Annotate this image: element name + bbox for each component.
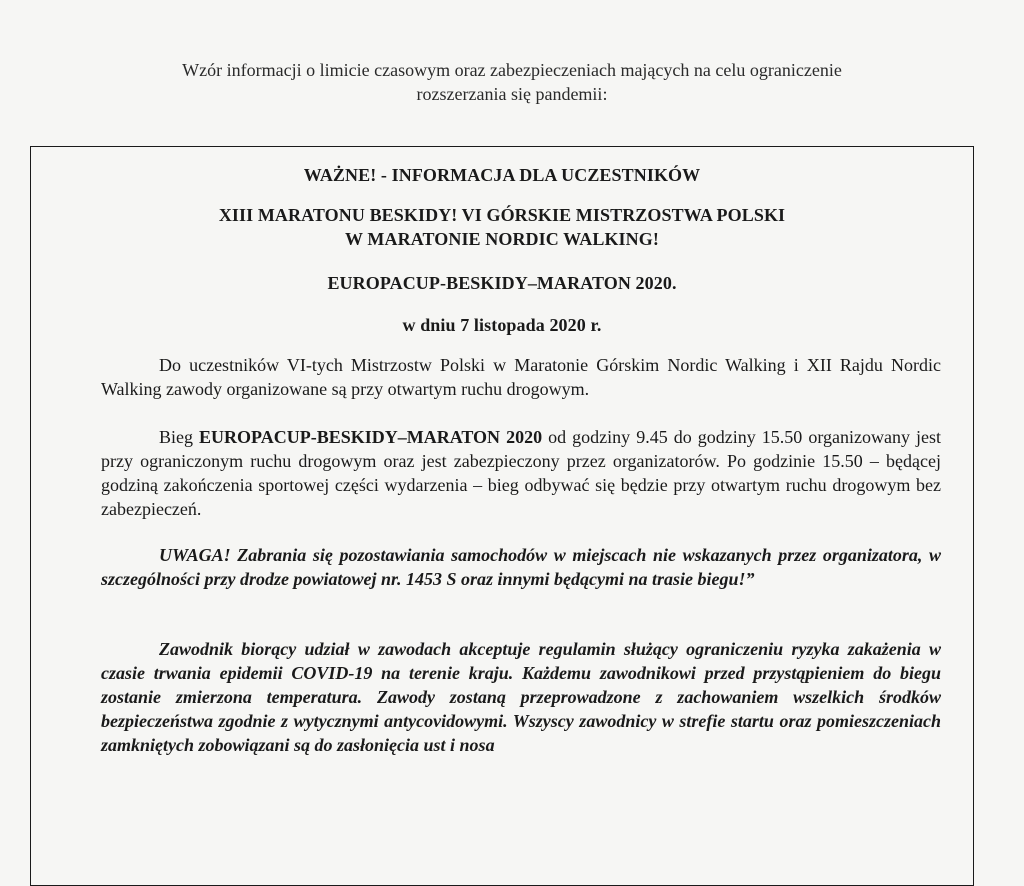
notice-box (30, 146, 974, 886)
notice-heading-event-line-2: W MARATONIE NORDIC WALKING! (345, 229, 659, 249)
paragraph-parking-warning: UWAGA! Zabrania się pozostawiania samochodów w miejscach nie wskazanych przez organizatora, w szczególności przy drodze powiatowej nr. 1453 S oraz innymi będącymi na trasie biegu!” (101, 545, 941, 589)
notice-heading-event-line-1: XIII MARATONU BESKIDY! VI GÓRSKIE MISTRZOSTWA POLSKI (218, 205, 786, 225)
notice-heading-date: w dniu 7 listopada 2020 r. (402, 315, 602, 335)
paragraph-covid-rules: Zawodnik biorący udział w zawodach akceptuje regulamin służący ograniczeniu ryzyka zakażenia w czasie trwania epidemii COVID-19 na terenie kraju. Każdemu zawodnikowi przed przystąpieniem do biegu zostanie zmierzona temperatura. Zawody zostaną przeprowadzone z zachowaniem wszelkich środków bezpieczeństwa zgodnie z wytycznymi antycovidowymi. Wszyscy zawodnicy w strefie startu oraz pomieszczeniach zamkniętych zobowiązani są do zasłonięcia ust i nosa (101, 639, 941, 755)
paragraph-participants: Do uczestników VI-tych Mistrzostw Polski w Maratonie Górskim Nordic Walking i XII Rajdu Nordic Walking zawody organizowane są przy otwartym ruchu drogowym. (101, 355, 941, 399)
intro-text (0, 58, 1024, 106)
paragraph-race-hours-event-name: EUROPACUP-BESKIDY–MARATON 2020 (199, 427, 543, 447)
notice-heading-main: WAŻNE! - INFORMACJA DLA UCZESTNIKÓW (303, 165, 701, 185)
paragraph-race-hours-prefix: Bieg (159, 427, 200, 447)
notice-heading-event (31, 203, 973, 251)
intro-line-1: Wzór informacji o limicie czasowym oraz zabezpieczeniach mających na celu ograniczenie (182, 60, 842, 80)
paragraph-race-hours-rest: od godziny 9.45 do godziny 15.50 organizowany jest przy ograniczonym ruchu drogowym oraz jest zabezpieczony przez organizatorów. Po godzinie 15.50 – będącej godziną zakończenia sportowej części wydarzenia – bieg odbywać się będzie przy otwartym ruchu drogowym bez zabezpieczeń. (101, 427, 941, 519)
intro-line-2: rozszerzania się pandemii: (416, 84, 608, 104)
paragraph-race-hours (101, 425, 941, 521)
notice-heading-cup: EUROPACUP-BESKIDY–MARATON 2020. (327, 273, 677, 293)
